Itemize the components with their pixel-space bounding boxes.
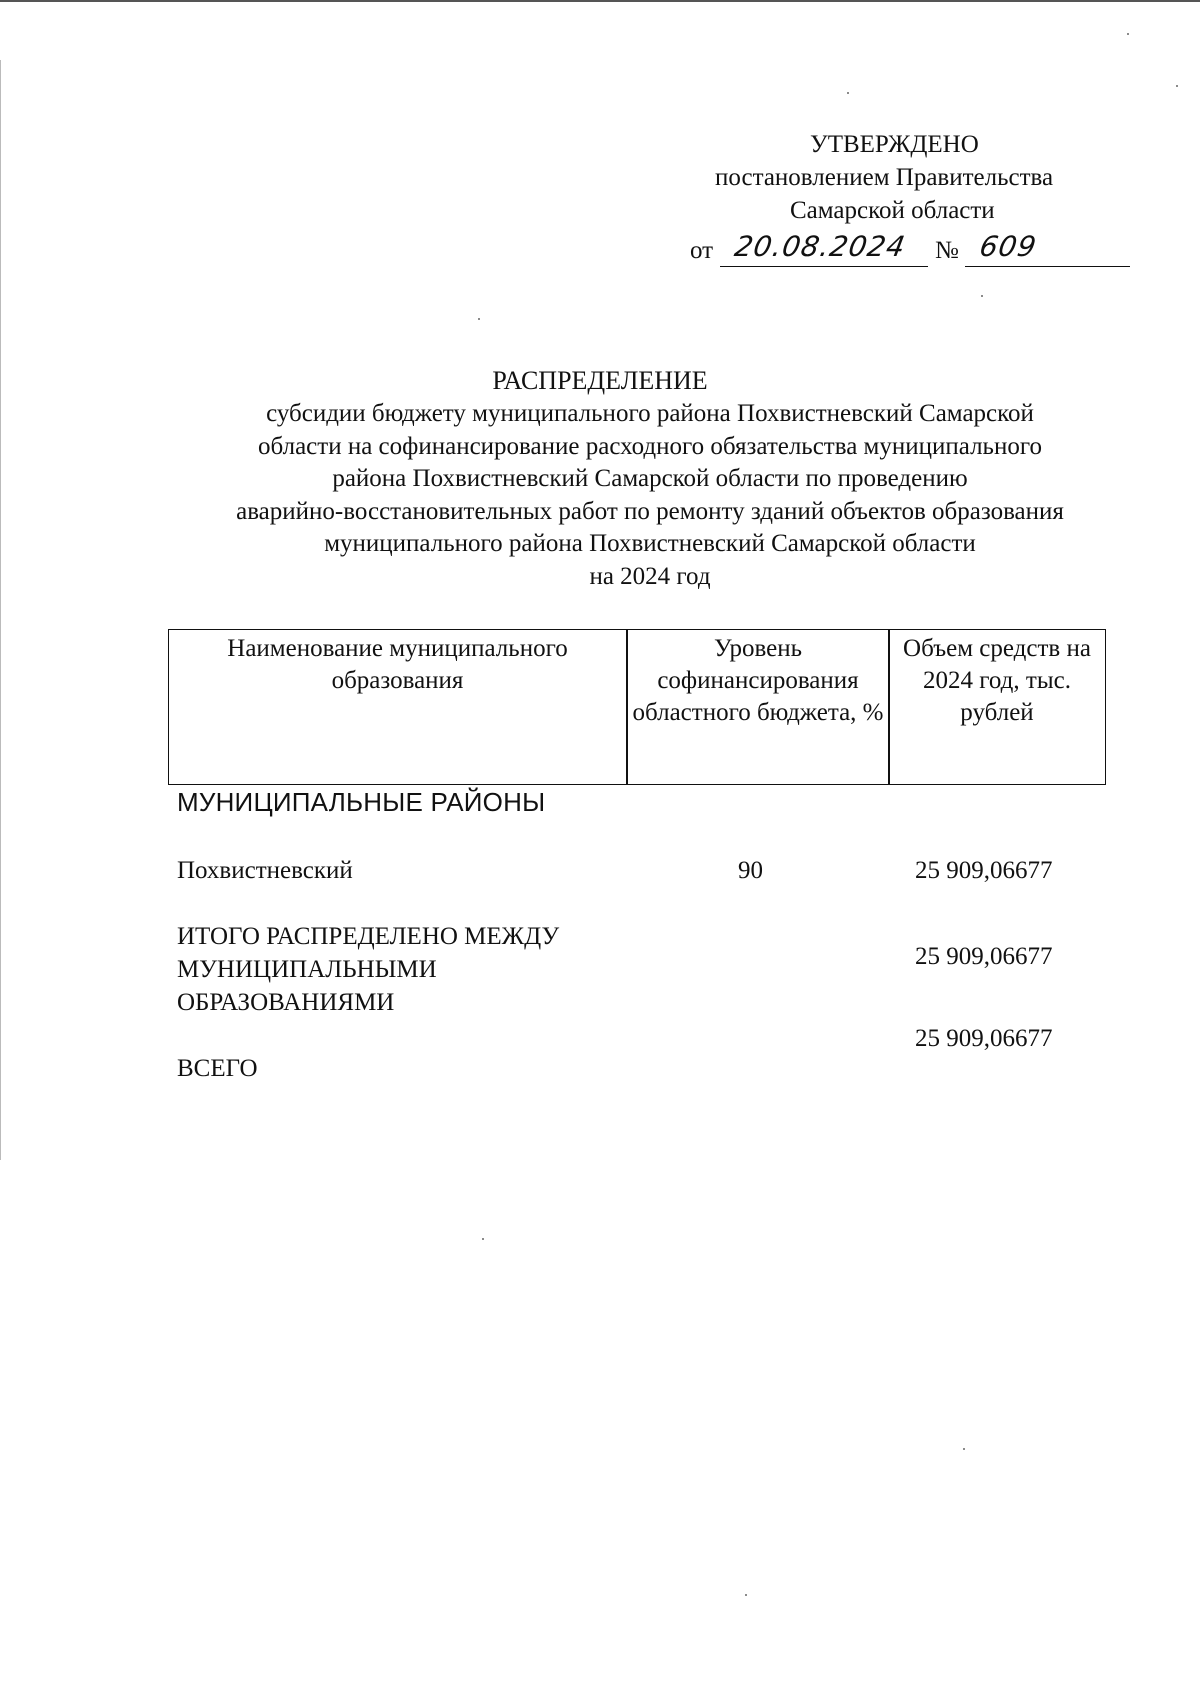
table-header	[168, 629, 1106, 785]
number-underline	[965, 266, 1130, 267]
row-funds-volume: 25 909,06677	[915, 857, 1053, 884]
approval-title: УТВЕРЖДЕНО	[810, 131, 979, 158]
total-distributed-volume: 25 909,06677	[915, 943, 1053, 970]
subtitle-line: области на софинансирование расходного обязательства муниципального	[258, 432, 1042, 460]
scan-speck	[745, 1594, 747, 1596]
number-prefix: №	[935, 237, 959, 264]
total-distributed-label: ИТОГО РАСПРЕДЕЛЕНО МЕЖДУ МУНИЦИПАЛЬНЫМИ ОБРАЗОВАНИЯМИ	[177, 923, 560, 1016]
scan-speck	[478, 318, 480, 320]
scan-speck	[482, 1238, 484, 1240]
header-funds-volume: Объем средств на 2024 год, тыс. рублей	[903, 635, 1091, 726]
scan-speck	[981, 295, 983, 297]
header-cofinancing-level: Уровень софинансирования областного бюджета, %	[632, 635, 884, 726]
document-title: РАСПРЕДЕЛЕНИЕ	[492, 366, 708, 395]
subtitle-line: на 2024 год	[589, 562, 711, 590]
date-underline	[720, 266, 928, 267]
grand-total-volume: 25 909,06677	[915, 1025, 1053, 1052]
handwritten-date: 20.08.2024	[732, 230, 909, 263]
scan-top-edge	[0, 0, 1200, 2]
row-municipality-name: Похвистневский	[177, 857, 353, 884]
subtitle-line: района Похвистневский Самарской области по проведению	[332, 465, 968, 492]
scan-speck	[1176, 85, 1178, 87]
subtitle-line: муниципального района Похвистневский Самарской области	[324, 530, 976, 557]
scan-speck	[1127, 33, 1129, 35]
scan-left-edge	[0, 60, 1, 1160]
approval-date-number-row	[690, 230, 1130, 270]
scan-speck	[847, 92, 849, 94]
handwritten-number: 609	[977, 230, 1040, 263]
document-subtitle	[170, 398, 1130, 593]
scan-speck	[963, 1448, 965, 1450]
subtitle-line: субсидии бюджету муниципального района Похвистневский Самарской	[266, 400, 1034, 427]
section-label: МУНИЦИПАЛЬНЫЕ РАЙОНЫ	[177, 787, 546, 817]
subtitle-line: аварийно-восстановительных работ по ремонту зданий объектов образования	[236, 497, 1064, 525]
approval-line-2: Самарской области	[790, 197, 995, 224]
row-cofinancing-level: 90	[738, 857, 763, 884]
header-municipality: Наименование муниципального образования	[227, 635, 568, 694]
date-prefix: от	[690, 237, 714, 264]
grand-total-label: ВСЕГО	[177, 1055, 258, 1082]
approval-line-1: постановлением Правительства	[715, 164, 1054, 191]
